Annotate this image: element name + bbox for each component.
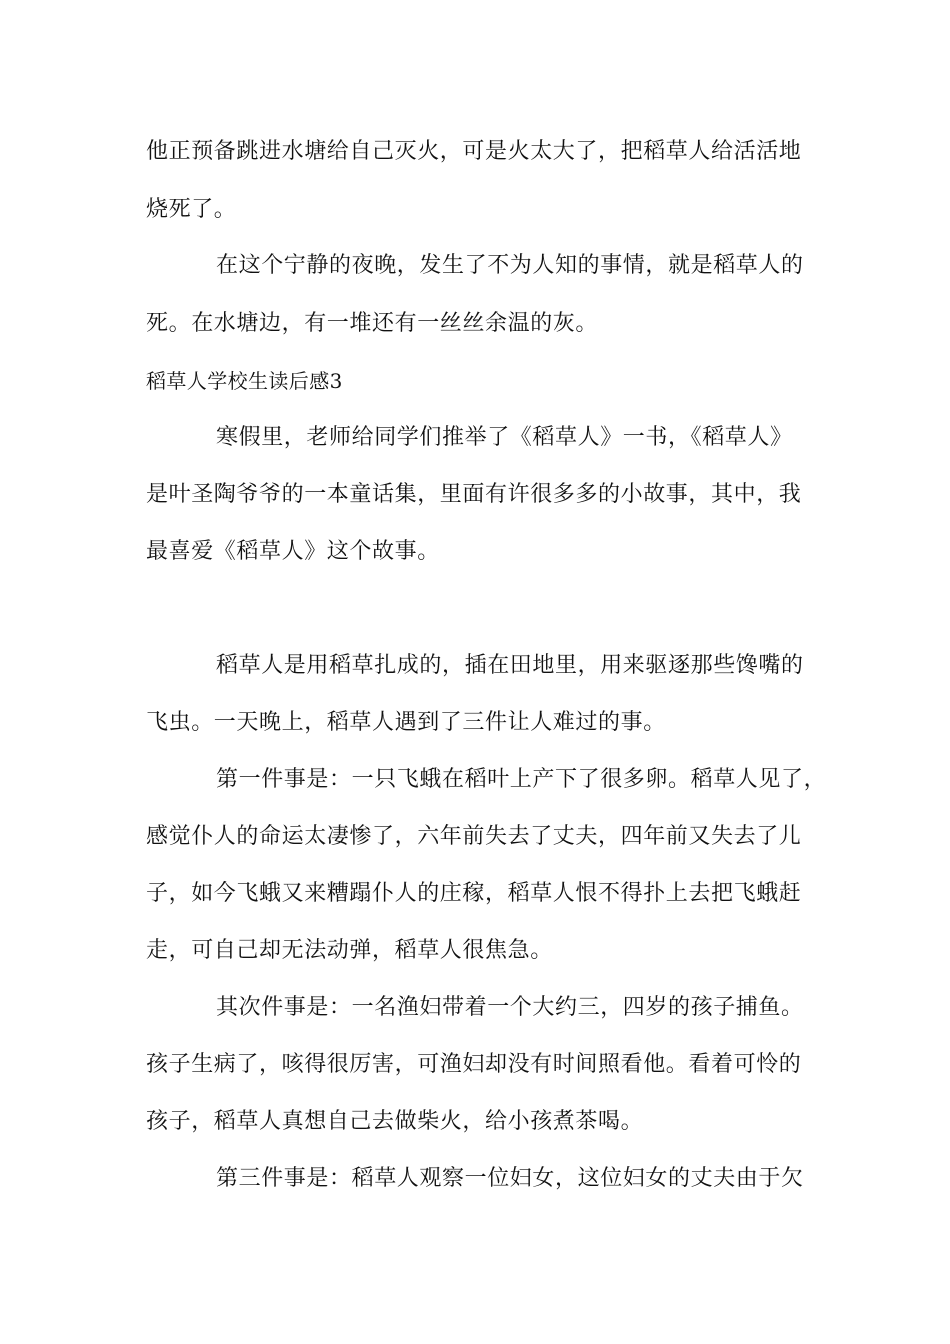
section-heading: 稻草人学校生读后感3 bbox=[146, 369, 343, 393]
body-text-line: 子，如今飞蛾又来糟蹋仆人的庄稼，稻草人恨不得扑上去把飞蛾赶 bbox=[146, 881, 802, 906]
body-text-line: 死。在水塘边，有一堆还有一丝丝余温的灰。 bbox=[146, 311, 599, 336]
body-text-line: 走，可自己却无法动弹，稻草人很焦急。 bbox=[146, 938, 553, 963]
body-text-line: 最喜爱《稻草人》这个故事。 bbox=[146, 539, 440, 564]
body-text-line: 在这个宁静的夜晚，发生了不为人知的事情，就是稻草人的 bbox=[216, 253, 804, 278]
body-text-line: 飞虫。一天晚上，稻草人遇到了三件让人难过的事。 bbox=[146, 710, 666, 735]
body-text-line: 烧死了。 bbox=[146, 197, 237, 222]
body-text-line: 寒假里，老师给同学们推举了《稻草人》一书，《稻草人》 bbox=[216, 425, 793, 450]
body-text-line: 孩子生病了，咳得很厉害，可渔妇却没有时间照看他。看着可怜的 bbox=[146, 1052, 802, 1077]
body-text-line: 第一件事是：一只飞蛾在稻叶上产下了很多卵。稻草人见了， bbox=[216, 767, 827, 792]
body-text-line: 其次件事是：一名渔妇带着一个大约三，四岁的孩子捕鱼。 bbox=[216, 995, 804, 1020]
body-text-line: 孩子，稻草人真想自己去做柴火，给小孩煮茶喝。 bbox=[146, 1109, 644, 1134]
body-text-line: 他正预备跳进水塘给自己灭火，可是火太大了，把稻草人给活活地 bbox=[146, 139, 802, 164]
body-text-line: 第三件事是：稻草人观察一位妇女，这位妇女的丈夫由于欠 bbox=[216, 1166, 804, 1191]
body-text-line: 感觉仆人的命运太凄惨了，六年前失去了丈夫，四年前又失去了儿 bbox=[146, 824, 802, 849]
body-text-line: 稻草人是用稻草扎成的，插在田地里，用来驱逐那些馋嘴的 bbox=[216, 653, 804, 678]
body-text-line: 是叶圣陶爷爷的一本童话集，里面有许很多多的小故事，其中，我 bbox=[146, 482, 802, 507]
